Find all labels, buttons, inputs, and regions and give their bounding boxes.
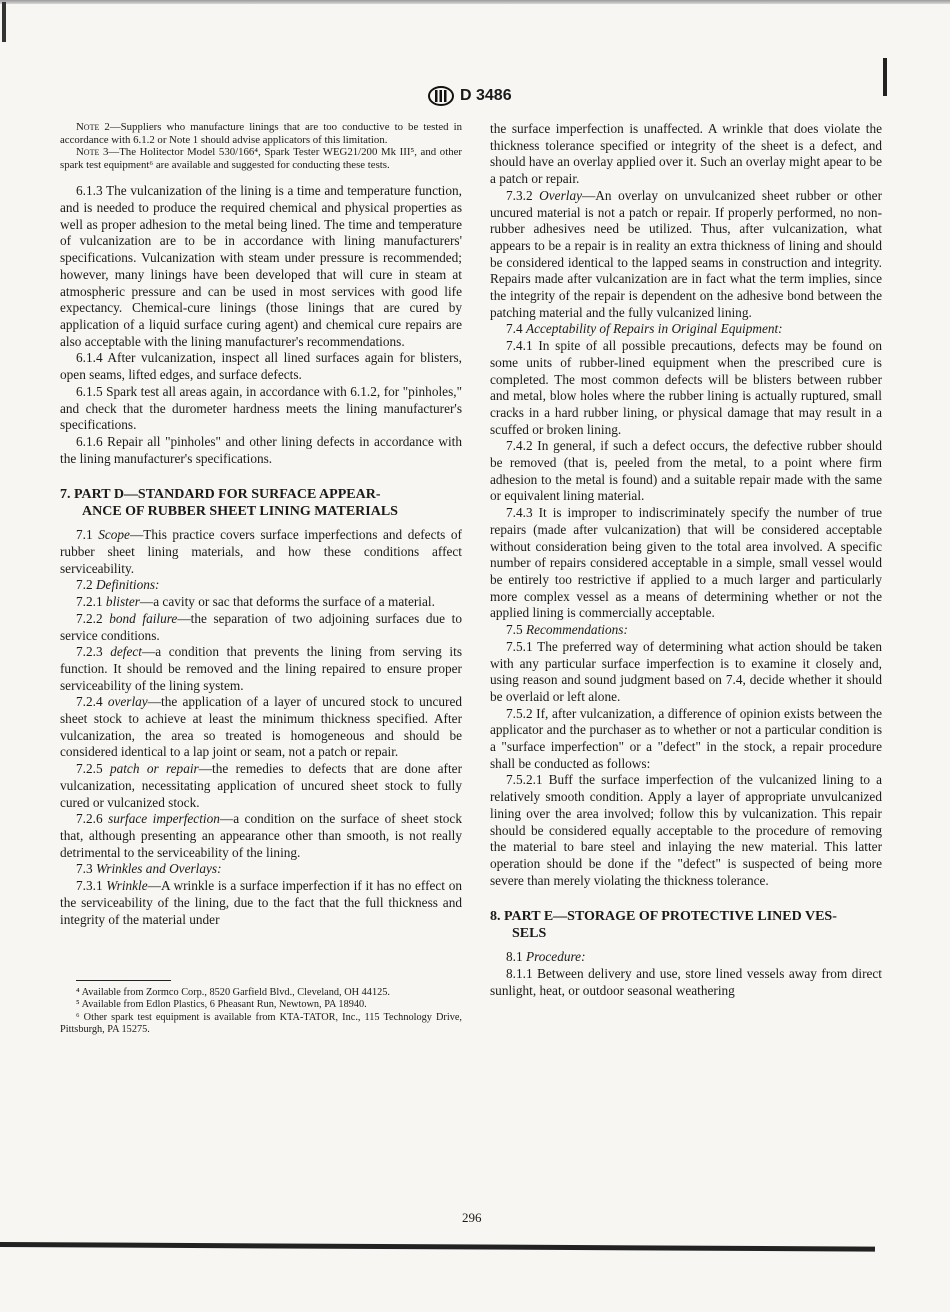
footnote-5: ⁵ Available from Edlon Plastics, 6 Pheasant Run, Newtown, PA 18940. [76,999,367,1011]
para-7-5-2: 7.5.2 If, after vulcanization, a difference of opinion exists between the applicator and the purchaser as to whether or not a particular condition is a "surface imperfection" or a "defect" in the stock, a repair procedure shall be conducted as follows: [490,705,882,771]
para-7-3: 7.3 Wrinkles and Overlays: [76,861,222,877]
para-7-4-3: 7.4.3 It is improper to indiscriminately specify the number of true repairs (made after vulcanization) that will be considered acceptable without consideration being given to the total area involved. A specific number of repairs considered acceptable in a simple, small vessel would be entirely too restrictive if applied to a much larger and particularly more complex vessel as a means of determining whether or not the applied lining is commercially acceptable. [490,505,882,621]
para-7-2-4: 7.2.4 overlay—the application of a layer of uncured stock to uncured sheet stock to achieve at least the minimum thickness specified. After vulcanization, the area so treated is homogeneous and should be considered identical to a lap joint or seam, not a patch or repair. [60,694,463,760]
para-7-3-1: 7.3.1 Wrinkle—A wrinkle is a surface imperfection if it has no effect on the serviceability of the lining, due to the fact that the full thickness and integrity of the material under [60,878,462,927]
para-8-1-1: 8.1.1 Between delivery and use, store lined vessels away from direct sunlight, heat, or outdoor seasonal weathering [490,966,882,998]
para-7-2-5: 7.2.5 patch or repair—the remedies to defects that are done after vulcanization, necessitating application of uncured sheet stock to fully cured or vulcanized stock. [60,761,463,810]
para-7-1: 7.1 Scope—This practice covers surface imperfections and defects of rubber sheet lining materials, and how these conditions affect serviceability. [60,527,462,576]
section-8-heading: 8. PART E—STORAGE OF PROTECTIVE LINED VES- SELS [490,909,837,942]
para-7-2-3: 7.2.3 defect—a condition that prevents the lining from serving its function. It should be removed and the lining repaired to ensure proper serviceability of the lining system. [60,644,462,693]
note-3: Note 3—The Holitector Model 530/166⁴, Spark Tester WEG21/200 Mk III⁵, and other spark test equipment⁶ are available and suggested for conducting these tests. [60,146,462,171]
para-7-2: 7.2 Definitions: [76,577,160,593]
para-6-1-5: 6.1.5 Spark test all areas again, in accordance with 6.1.2, for "pinholes," and check that the durometer hardness meets the lining manufacturer's specifications. [60,383,462,433]
section-7-heading: 7. PART D—STANDARD FOR SURFACE APPEAR- ANCE OF RUBBER SHEET LINING MATERIALS [60,487,398,520]
page-number: 296 [462,1210,482,1225]
scan-margin-mark [883,58,887,96]
note-2: Note 2—Suppliers who manufacture linings that are too conductive to be tested in accordance with 6.1.2 or Note 1 should advise applicators of this limitation. [60,121,462,146]
para-7-5-1: 7.5.1 The preferred way of determining what action should be taken with any particular surface imperfection is to examine it closely and, using reason and sound judgment based on 7.4, decide whether it should be overlaid or left alone. [490,638,882,704]
astm-logo-icon [428,86,454,106]
para-wrinkle-continued: the surface imperfection is unaffected. A wrinkle that does violate the thickness tolerance specified or integrity of the sheet is a defect, and should have an overlay applied over it. Such an overlay might apear to be a patch or repair. [490,121,882,187]
para-7-4: 7.4 Acceptability of Repairs in Original Equipment: [506,321,783,337]
footnote-4: ⁴ Available from Zormco Corp., 8520 Garfield Blvd., Cleveland, OH 44125. [76,987,390,999]
footnote-rule [76,980,171,981]
scan-top-edge [0,0,950,4]
footnote-6: ⁶ Other spark test equipment is available from KTA-TATOR, Inc., 115 Technology Drive, Pittsburgh, PA 15275. [60,1011,462,1035]
para-7-4-2: 7.4.2 In general, if such a defect occurs, the defective rubber should be removed (that is, peeled from the metal, to a point where firm adhesion to the metal is found) and a suitable repair made with the same or equivalent lining material. [490,438,882,504]
right-column [490,121,882,999]
para-7-3-2: 7.3.2 Overlay—An overlay on unvulcanized sheet rubber or other uncured material is not a patch or repair. If properly performed, no non-rubber adhesives need be utilized. Thus, after vulcanization, what appears to be a repair is in reality an extra thickness of lining and should be considered identical to the lapped seams in construction and integrity. Repairs made after vulcanization are in fact what the term implies, since the integrity of the repair is dependent on the adhesive bond between the patching material and the fully vulcanized lining. [490,187,883,320]
scan-bottom-edge [0,1242,875,1252]
para-7-4-1: 7.4.1 In spite of all possible precautions, defects may be found on some units of rubber-lined equipment when the prescribed cure is completed. The most common defects will be blisters between rubber and metal, blow holes where the rubber lining is actually ruptured, small cracks in a hard rubber lining, or physical damage that may result in a scuffed or broken lining. [490,338,882,437]
para-7-2-6: 7.2.6 surface imperfection—a condition on the surface of sheet stock that, although presenting an appearance other than smooth, is not really detrimental to the serviceability of the lining. [60,811,462,860]
para-7-5: 7.5 Recommendations: [506,622,628,638]
para-8-1: 8.1 Procedure: [506,949,586,965]
scan-corner-mark [2,2,6,42]
standard-designation: D 3486 [460,87,512,104]
para-6-1-3: 6.1.3 The vulcanization of the lining is a time and temperature function, and is needed to produce the required chemical and physical properties as well as proper adhesion to the metal being lined. The time and temperature of vulcanization are to be in accordance with lining manufacturers' specifications. Vulcanization with steam under pressure is recommended; however, many linings have been developed that will cure in steam at atmospheric pressure and can be used in most services with good life expectancy. Chemical-cure linings (those linings that are cured by application of a liquid surface curing agent) and chemical cure repairs are also acceptable with the lining manufacturer's recommendations. [60,183,462,349]
para-7-2-1: 7.2.1 blister—a cavity or sac that deforms the surface of a material. [76,594,435,610]
page-header [428,86,568,106]
para-7-5-2-1: 7.5.2.1 Buff the surface imperfection of the vulcanized lining to a relatively smooth condition. Apply a layer of appropriate unvulcanized lining over the area involved; follow this by vulcanization. This repair should be considered equally acceptable to the procedure of removing the material to bare steel and inlaying the new material. This latter operation should be done if the "defect" is suspected of being more severe than merely violating the thickness tolerance. [490,772,882,888]
para-7-2-2: 7.2.2 bond failure—the separation of two adjoining surfaces due to service conditions. [60,610,462,643]
para-6-1-4: 6.1.4 After vulcanization, inspect all lined surfaces again for blisters, open seams, lifted edges, and surface defects. [60,350,462,383]
left-column [60,121,462,1036]
para-6-1-6: 6.1.6 Repair all "pinholes" and other lining defects in accordance with the lining manufacturer's specifications. [60,433,462,466]
